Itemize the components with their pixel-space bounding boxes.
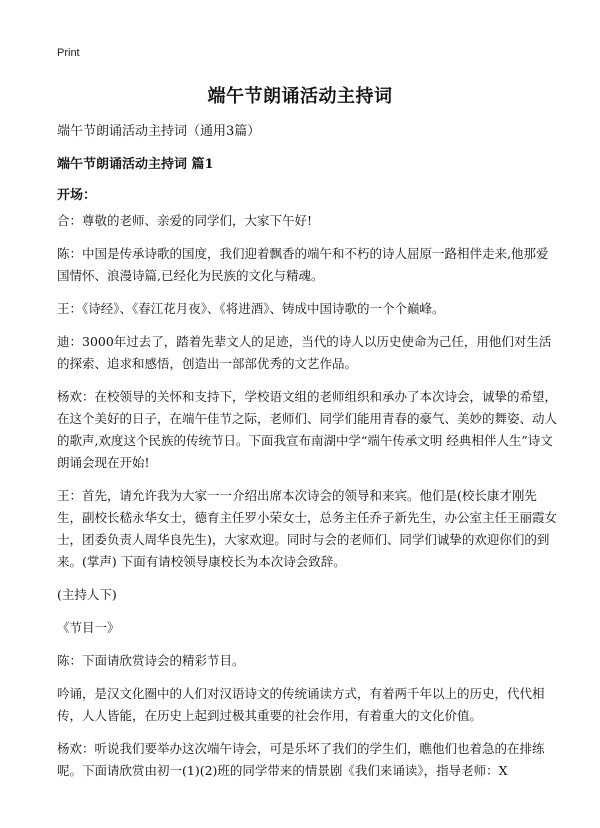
paragraph: 王：首先，请允许我为大家一一介绍出席本次诗会的领导和来宾。他们是(校长康才刚先生，副校长嵇永华女士，德育主任罗小荣女士，总务主任乔子新先生，办公室主任王丽霞女士，团委负责人周华良先生)，大家欢迎。同时与会的老师们、同学们诚挚的欢迎你们的到来。(掌声) 下面有请校领导康校长为本次诗会致辞。 [57,488,558,569]
paragraph: 《节目一》 [57,620,120,635]
document-body [57,210,557,793]
paragraph: 王：《诗经》、《春江花月夜》、《将进酒》、铸成中国诗歌的一个个巅峰。 [57,301,445,316]
paragraph: 陈：下面请欣赏诗会的精彩节目。 [57,653,245,668]
paragraph: 合：尊敬的老师、亲爱的同学们，大家下午好! [57,213,313,228]
print-label: Print [57,47,80,59]
document-subtitle: 端午节朗诵活动主持词（通用3篇） [57,124,261,139]
section-title: 端午节朗诵活动主持词 篇1 [57,157,214,172]
paragraph: 迪：3000年过去了，踏着先辈文人的足迹，当代的诗人以历史使命为己任，用他们对生活的探索、追求和感悟，创造出一部部优秀的文艺作品。 [57,334,552,371]
paragraph: (主持人下) [57,587,117,602]
paragraph: 杨欢：在校领导的关怀和支持下，学校语文组的老师组织和承办了本次诗会，诚挚的希望，在这个美好的日子，在端午佳节之际，老师们、同学们能用青春的豪气、美妙的舞姿、动人的歌声,欢度这个民族的传统节日。下面我宣布南湖中学“端午传承文明 经典相伴人生”诗文朗诵会现在开始! [57,389,558,470]
paragraph: 陈：中国是传承诗歌的国度，我们迎着飘香的端午和不朽的诗人屈原一路相伴走来,他那爱国情怀、浪漫诗篇,已经化为民族的文化与精魂。 [57,246,549,283]
paragraph: 杨欢：听说我们要举办这次端午诗会，可是乐坏了我们的学生们，瞧他们也着急的在排练呢。下面请欣赏由初一(1)(2)班的同学带来的情景剧《我们来诵读》，指导老师：X [57,741,545,778]
document-title: 端午节朗诵活动主持词 [207,86,393,107]
paragraph: 吟诵，是汉文化圈中的人们对汉语诗文的传统诵读方式，有着两千年以上的历史，代代相传，人人皆能，在历史上起到过极其重要的社会作用，有着重大的文化价值。 [57,686,545,723]
opening-heading: 开场： [57,188,97,203]
